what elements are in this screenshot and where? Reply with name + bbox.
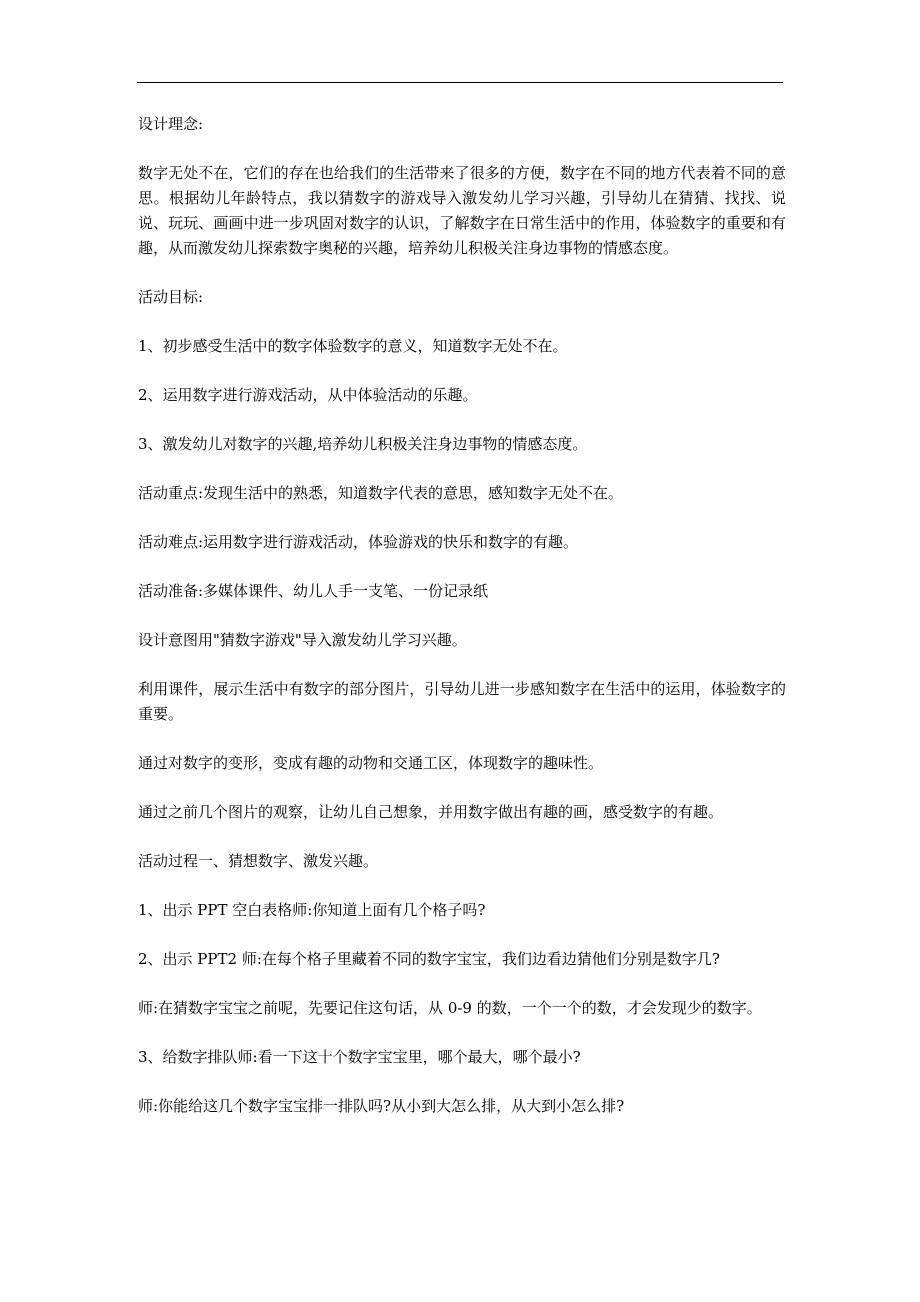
- heading-activity-process: 活动过程一、猜想数字、激发兴趣。: [138, 852, 379, 870]
- teacher-remark-2: 师:你能给这几个数字宝宝排一排队吗?从小到大怎么排，从大到小怎么排?: [138, 1097, 625, 1115]
- activity-preparation: 活动准备:多媒体课件、幼儿人手一支笔、一份记录纸: [138, 582, 489, 600]
- goal-item-1: 1、初步感受生活中的数字体验数字的意义，知道数字无处不在。: [138, 337, 568, 355]
- design-intent-4: 通过之前几个图片的观察，让幼儿自己想象，并用数字做出有趣的画，感受数字的有趣。: [138, 803, 724, 821]
- process-step-3: 3、给数字排队师:看一下这十个数字宝宝里，哪个最大，哪个最小?: [138, 1048, 581, 1066]
- header-rule: [137, 82, 783, 83]
- design-intent-2: 利用课件，展示生活中有数字的部分图片，引导幼儿进一步感知数字在生活中的运用，体验数字的重要。: [138, 680, 786, 723]
- goal-item-2: 2、运用数字进行游戏活动，从中体验活动的乐趣。: [138, 386, 478, 404]
- activity-difficulty: 活动难点:运用数字进行游戏活动，体验游戏的快乐和数字的有趣。: [138, 533, 579, 551]
- document-body: [138, 112, 786, 1143]
- teacher-remark-1: 师:在猜数字宝宝之前呢，先要记住这句话，从 0-9 的数，一个一个的数，才会发现少的数字。: [138, 999, 762, 1017]
- paragraph-design-concept: 数字无处不在，它们的存在也给我们的生活带来了很多的方便，数字在不同的地方代表着不同的意思。根据幼儿年龄特点，我以猜数字的游戏导入激发幼儿学习兴趣，引导幼儿在猜猜、找找、说说、玩玩、画画中进一步巩固对数字的认识，了解数字在日常生活中的作用，体验数字的重要和有趣，从而激发幼儿探索数字奥秘的兴趣，培养幼儿积极关注身边事物的情感态度。: [138, 164, 786, 257]
- activity-focus: 活动重点:发现生活中的熟悉，知道数字代表的意思，感知数字无处不在。: [138, 484, 624, 502]
- heading-activity-goals: 活动目标:: [138, 288, 204, 306]
- process-step-1: 1、出示 PPT 空白表格师:你知道上面有几个格子吗?: [138, 901, 486, 919]
- process-step-2: 2、出示 PPT2 师:在每个格子里藏着不同的数字宝宝，我们边看边猜他们分别是数字几?: [138, 950, 720, 968]
- design-intent-3: 通过对数字的变形，变成有趣的动物和交通工区，体现数字的趣味性。: [138, 754, 604, 772]
- goal-item-3: 3、激发幼儿对数字的兴趣,培养幼儿积极关注身边事物的情感态度。: [138, 435, 588, 453]
- design-intent-1: 设计意图用"猜数字游戏"导入激发幼儿学习兴趣。: [138, 631, 467, 649]
- heading-design-concept: 设计理念:: [138, 115, 204, 133]
